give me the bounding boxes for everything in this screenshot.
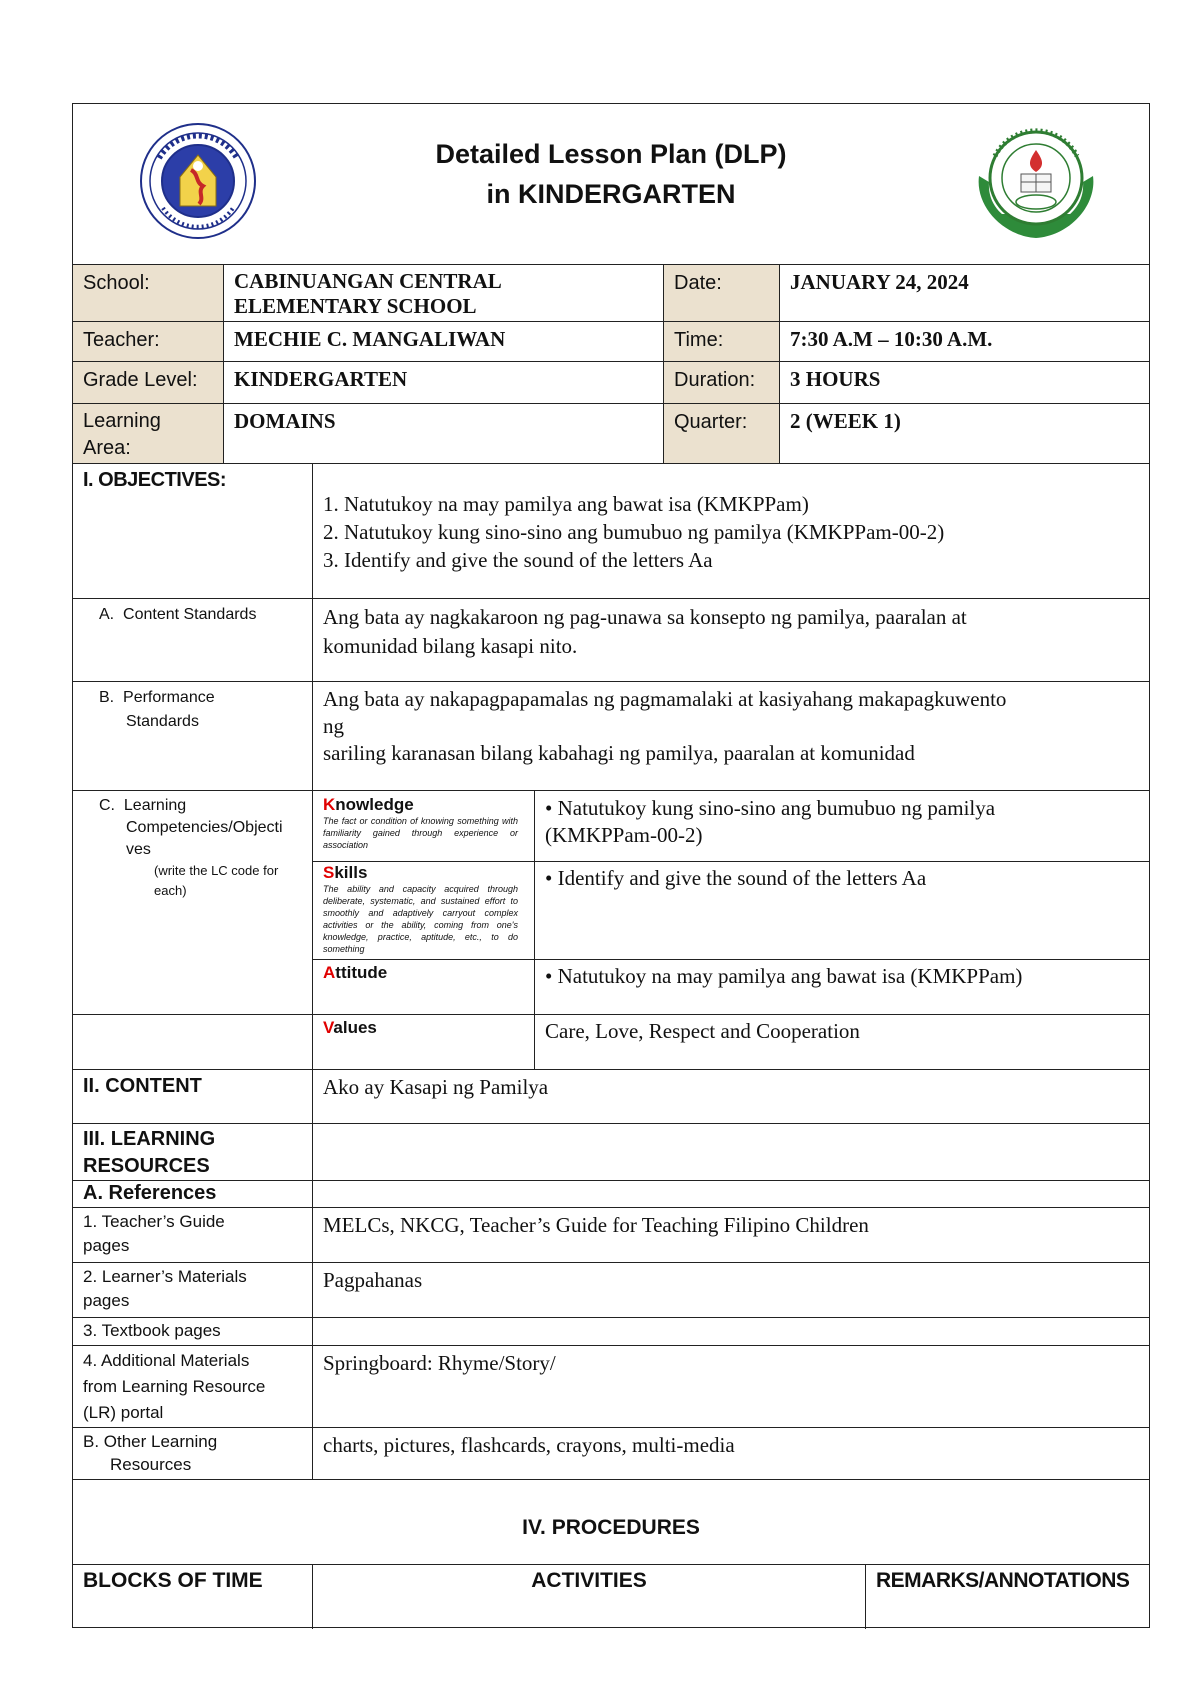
teacher-value: MECHIE C. MANGALIWAN (223, 322, 663, 361)
other-resources-row (73, 1427, 1149, 1479)
additional-materials-value: Springboard: Rhyme/Story/ (312, 1346, 1149, 1427)
attitude-label: Attitude (312, 959, 534, 1014)
objective-item: 1. Natutukoy na may pamilya ang bawat isa (KMKPPam) (323, 492, 809, 516)
content-standards-text: Ang bata ay nagkakaroon ng pag-unawa sa konsepto ng pamilya, paaralan at komunidad bilang kasapi nito. (312, 599, 1149, 681)
time-label: Time: (663, 322, 779, 361)
info-row-school (73, 264, 1149, 321)
learning-area-label: Learning Area: (73, 404, 223, 463)
knowledge-value: • Natutukoy kung sino-sino ang bumubuo ng pamilya (KMKPPam-00-2) (534, 791, 1149, 861)
values-label: Values (312, 1014, 534, 1070)
title-line-2: in KINDERGARTEN (486, 179, 736, 209)
additional-materials-label: 4. Additional Materials from Learning Resource (LR) portal (83, 1351, 266, 1422)
content-standards-label: A. Content Standards (99, 606, 257, 623)
textbook-label: 3. Textbook pages (83, 1321, 221, 1340)
title-line-1: Detailed Lesson Plan (DLP) (435, 139, 787, 169)
lesson-plan-table (72, 103, 1150, 1628)
objectives-label: I. OBJECTIVES: (83, 469, 227, 491)
competencies-label: C. Learning Competencies/Objecti ves (write the LC code for each) (99, 797, 283, 898)
header-row (73, 104, 1149, 264)
knowledge-definition: The fact or condition of knowing something with familiarity gained through experience or association (323, 816, 518, 850)
content-standards-row (73, 598, 1149, 681)
procedures-header-row (73, 1564, 1149, 1629)
skills-value: • Identify and give the sound of the letters Aa (534, 861, 1149, 959)
learning-area-value: DOMAINS (223, 404, 663, 463)
info-row-grade (73, 361, 1149, 403)
performance-standards-row (73, 681, 1149, 790)
values-value: Care, Love, Respect and Cooperation (534, 1014, 1149, 1070)
additional-materials-row (73, 1345, 1149, 1427)
procedures-title-row (73, 1479, 1149, 1564)
col-remarks: REMARKS/ANNOTATIONS (865, 1565, 1149, 1629)
procedures-title: IV. PROCEDURES (522, 1516, 700, 1539)
references-row (73, 1180, 1149, 1207)
performance-standards-label: B. Performance Standards (99, 689, 215, 730)
textbook-row (73, 1317, 1149, 1345)
objectives-list (312, 464, 1149, 598)
skills-definition: The ability and capacity acquired through deliberate, systematic, and sustained effort to smoothly and adaptively carryout complex activities or the ability, coming from one's knowledge, practice, aptitude, etc., to do something (323, 884, 518, 954)
teacher-label: Teacher: (73, 322, 223, 361)
objective-item: 3. Identify and give the sound of the letters Aa (323, 548, 713, 572)
quarter-label: Quarter: (663, 404, 779, 463)
learning-resources-label: III. LEARNING RESOURCES (83, 1128, 216, 1177)
learners-materials-value: Pagpahanas (312, 1263, 1149, 1317)
duration-label: Duration: (663, 362, 779, 403)
other-resources-label: B. Other Learning Resources (83, 1432, 218, 1474)
info-row-area (73, 403, 1149, 463)
objective-item: 2. Natutukoy kung sino-sino ang bumubuo ng pamilya (KMKPPam-00-2) (323, 520, 945, 544)
duration-value: 3 HOURS (779, 362, 1149, 403)
learners-materials-label: 2. Learner’s Materials pages (83, 1267, 247, 1310)
info-row-teacher (73, 321, 1149, 361)
col-blocks-of-time: BLOCKS OF TIME (83, 1569, 263, 1592)
other-resources-value: charts, pictures, flashcards, crayons, multi-media (312, 1428, 1149, 1479)
content-value: Ako ay Kasapi ng Pamilya (312, 1070, 1149, 1123)
grade-value: KINDERGARTEN (223, 362, 663, 403)
knowledge-label: Knowledge The fact or condition of knowing something with familiarity gained through experience or association (312, 791, 534, 861)
objectives-row (73, 463, 1149, 598)
learners-materials-row (73, 1262, 1149, 1317)
school-label: School: (73, 265, 223, 321)
date-value: JANUARY 24, 2024 (779, 265, 1149, 321)
col-activities: ACTIVITIES (312, 1565, 865, 1629)
references-label: A. References (83, 1182, 217, 1204)
school-value: CABINUANGAN CENTRAL ELEMENTARY SCHOOL (223, 265, 663, 321)
teachers-guide-row (73, 1207, 1149, 1262)
learning-resources-row (73, 1123, 1149, 1180)
grade-label: Grade Level: (73, 362, 223, 403)
teachers-guide-value: MELCs, NKCG, Teacher’s Guide for Teaching Filipino Children (312, 1208, 1149, 1262)
content-label: II. CONTENT (83, 1075, 202, 1097)
competencies-row (73, 790, 1149, 1069)
school-seal-icon (973, 126, 1099, 242)
time-value: 7:30 A.M – 10:30 A.M. (779, 322, 1149, 361)
quarter-value: 2 (WEEK 1) (779, 404, 1149, 463)
performance-standards-text: Ang bata ay nakapagpapamalas ng pagmamalaki at kasiyahang makapagkuwento ng sariling karanasan bilang kabahagi ng pamilya, paaralan at komunidad (312, 682, 1149, 790)
content-row (73, 1069, 1149, 1123)
skills-label: Skills The ability and capacity acquired through deliberate, systematic, and sustained effort to smoothly and adaptively carryout complex activities or the ability, coming from one's knowledge, practice, aptitude, etc., to do something (312, 861, 534, 959)
teachers-guide-label: 1. Teacher’s Guide pages (83, 1212, 225, 1255)
date-label: Date: (663, 265, 779, 321)
attitude-value: • Natutukoy na may pamilya ang bawat isa (KMKPPam) (534, 959, 1149, 1014)
